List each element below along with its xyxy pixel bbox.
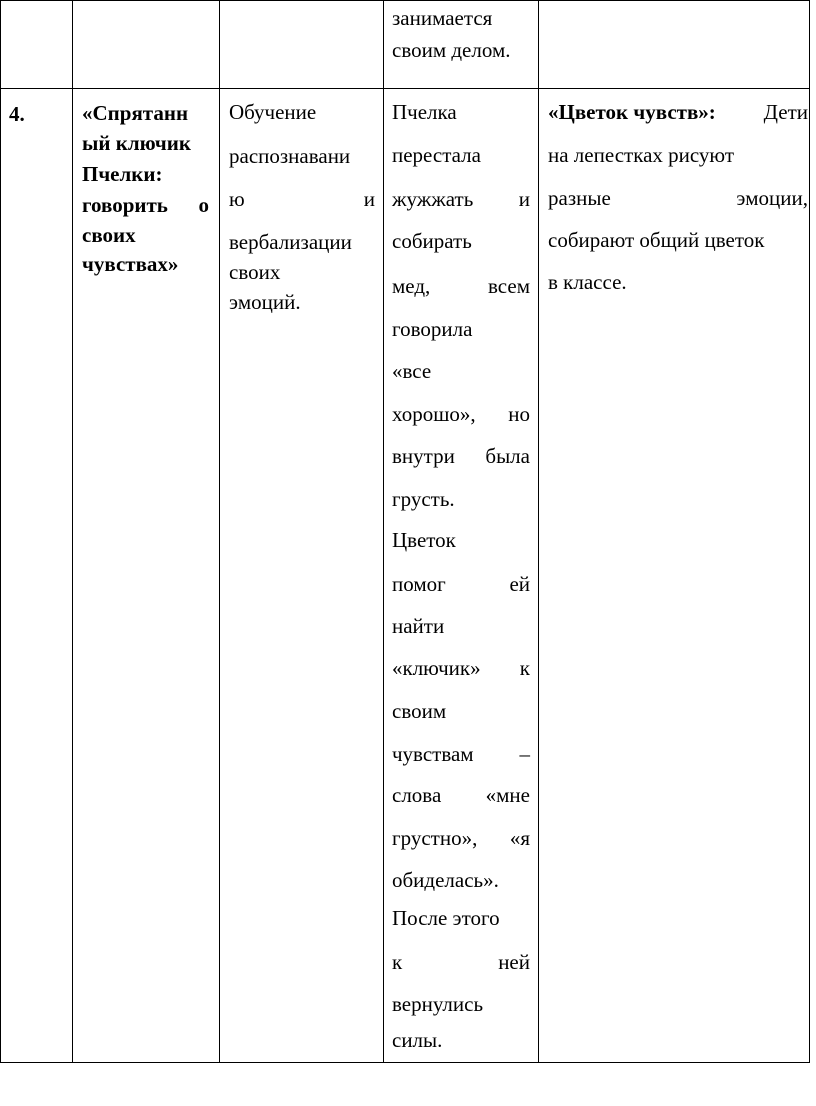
story-word: хорошо», [392,402,476,426]
story-word: помог [392,572,446,596]
story-word: ей [509,572,530,596]
story-line: силы. [392,1028,443,1052]
story-line: «все [392,359,432,383]
story-word: «ключик» [392,656,481,680]
story-cell [392,98,530,1053]
goal-line: вербализации [229,230,352,254]
activity-word: эмоции, [736,186,808,210]
activity-line: на лепестках рисуют [548,143,735,167]
story-word: «мне [485,783,530,807]
row-divider [0,88,810,89]
story-line: найти [392,614,445,638]
story-word: «я [509,826,530,850]
story-word: слова [392,783,442,807]
title-line: своих [82,223,136,247]
prev-row-story-cell [392,0,532,88]
goal-line: эмоций. [229,290,301,314]
activity-first-line [548,100,808,125]
column-divider-1 [0,0,1,1063]
activity-word: разные [548,186,611,210]
activity-title: «Цветок чувств»: [548,100,716,124]
story-word: всем [488,274,530,298]
goal-line: распознавани [229,144,351,168]
story-line: собирать [392,229,472,253]
story-word: внутри [392,444,455,468]
title-line: Пчелки: [82,162,163,186]
story-line: обиделась». [392,868,499,892]
story-line [392,826,530,851]
row-number: 4. [9,102,25,126]
story-line [392,656,530,681]
story-line: вернулись [392,992,484,1016]
column-divider-5 [538,0,539,1063]
title-line: чувствах» [82,252,179,276]
prev-story-line: своим делом. [392,38,511,62]
story-word: мед, [392,274,431,298]
table-bottom-border [0,1062,810,1063]
story-line [392,572,530,597]
story-word: чувствам [392,742,474,766]
activity-line: в классе. [548,270,627,294]
story-line: грусть. [392,487,455,511]
title-word: говорить [82,193,168,217]
story-word: грустно», [392,826,478,850]
story-word: к [392,950,403,974]
story-line [392,402,530,427]
story-line: Пчелка [392,100,457,124]
story-line [392,950,530,975]
prev-story-line: занимается [392,6,493,30]
column-divider-6 [809,0,810,1063]
activity-line-justified [548,186,808,211]
goal-line-justified [229,187,375,212]
activity-cell [548,98,808,308]
story-line: своим [392,699,447,723]
story-word: жужжать [392,187,474,211]
story-word: но [508,402,530,426]
story-word: ней [498,950,530,974]
story-line: говорила [392,317,473,341]
column-divider-3 [219,0,220,1063]
title-line: ый ключик [82,131,191,155]
story-line [392,444,530,469]
goal-word: ю [229,187,245,211]
lesson-title-cell [82,100,212,280]
title-word: о [198,193,209,217]
story-line [392,742,530,767]
goal-line: своих [229,260,281,284]
story-line: перестала [392,143,481,167]
story-line [392,783,530,808]
story-word: – [519,742,530,766]
story-word: к [519,656,530,680]
activity-line: собирают общий цветок [548,228,765,252]
title-line: «Спрятанн [82,101,189,125]
goal-cell [229,98,375,328]
story-word: и [518,187,530,211]
story-line: После этого [392,906,500,930]
goal-line: Обучение [229,100,317,124]
column-divider-2 [72,0,73,1063]
story-line: Цветок [392,528,456,552]
story-word: была [485,444,530,468]
column-divider-4 [383,0,384,1063]
story-line [392,274,530,299]
activity-first-rest: Дети [763,100,808,124]
goal-word: и [363,187,375,211]
story-line [392,187,530,212]
title-line-justified [82,192,209,219]
